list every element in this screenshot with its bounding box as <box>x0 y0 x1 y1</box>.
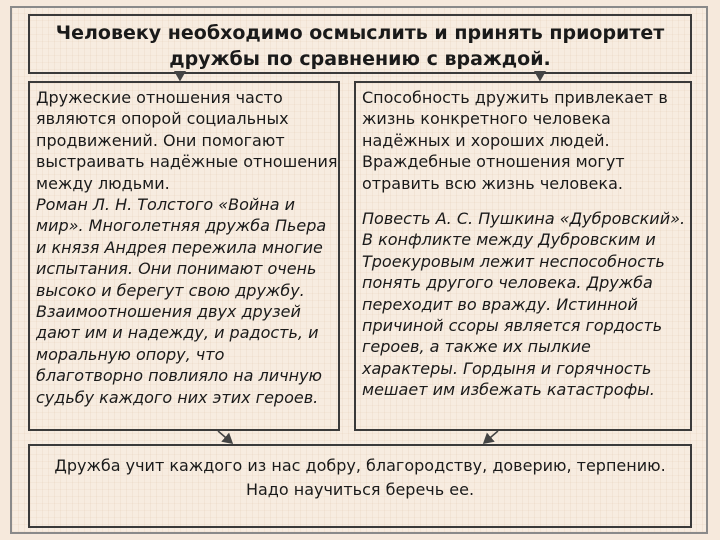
left-statement-line: продвижений. Они помогают <box>36 130 285 150</box>
right-example-line: характеры. Гордыня и горячность <box>362 358 652 378</box>
left-example-line: Роман Л. Н. Толстого «Война и <box>36 195 296 215</box>
left-statement <box>36 87 338 194</box>
right-example-line: Повесть А. С. Пушкина «Дубровский». <box>362 209 686 229</box>
left-statement-line: Дружеские отношения часто <box>36 88 283 107</box>
right-example-line: понять другого человека. Дружба <box>362 273 653 293</box>
conclusion-line-2: Надо научиться беречь ее. <box>245 480 475 499</box>
left-example-line: испытания. Они понимают очень <box>36 259 317 279</box>
right-example-line: мешает им избежать катастрофы. <box>362 380 655 400</box>
left-example-line: мир». Многолетняя дружба Пьера <box>36 216 327 236</box>
title-line-1: Человеку необходимо осмыслить и принять приоритет <box>55 22 665 44</box>
right-statement-line: Способность дружить привлекает в <box>362 88 668 107</box>
right-argument-box <box>354 81 692 431</box>
right-statement-line: отравить всю жизнь человека. <box>362 173 623 193</box>
left-statement-line: выстраивать надёжные отношения <box>36 152 338 172</box>
left-example-line: и князя Андрея пережила многие <box>36 237 323 257</box>
left-statement-line: являются опорой социальных <box>36 109 289 129</box>
right-example-line: В конфликте между Дубровским и <box>362 230 656 250</box>
left-example-line: высоко и берегут свою дружбу. <box>36 280 305 300</box>
conclusion-line-1: Дружба учит каждого из нас добру, благородству, доверию, терпению. <box>54 456 666 475</box>
right-example-line: переходит во вражду. Истинной <box>362 294 638 314</box>
left-example <box>36 194 332 408</box>
right-statement <box>362 87 684 194</box>
right-statement-line: надёжных и хороших людей. <box>362 130 610 150</box>
left-argument-box <box>28 81 340 431</box>
right-statement-line: Враждебные отношения могут <box>362 152 625 172</box>
left-statement-line: между людьми. <box>36 173 170 193</box>
right-statement-line: жизнь конкретного человека <box>362 109 611 129</box>
right-example <box>362 208 684 401</box>
right-example-line: Троекуровым лежит неспособность <box>362 251 665 271</box>
left-example-line: благотворно повлияло на личную <box>36 366 322 386</box>
left-example-line: моральную опору, что <box>36 344 225 364</box>
left-example-line: Взаимоотношения двух друзей <box>36 302 301 322</box>
right-example-line: героев, а также их пылкие <box>362 337 591 357</box>
right-example-line: причиной ссоры является гордость <box>362 316 663 336</box>
paragraph-gap <box>362 194 684 208</box>
title-line-2: дружбы по сравнению с враждой. <box>169 48 551 70</box>
left-example-line: дают им и надежду, и радость, и <box>36 323 319 343</box>
left-example-line: судьбу каждого них этих героев. <box>36 387 319 407</box>
conclusion-box <box>28 444 692 528</box>
title-box <box>28 14 692 74</box>
